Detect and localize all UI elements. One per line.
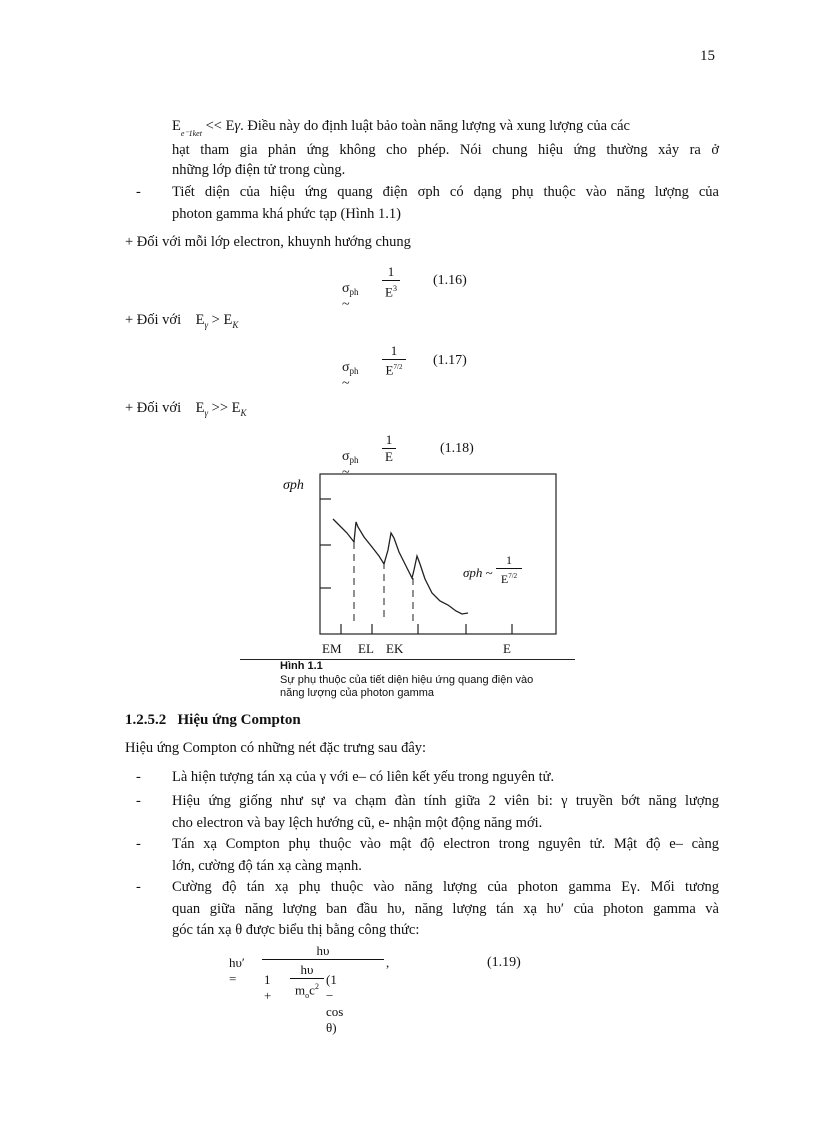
case3-lhs: E [195,400,205,416]
eq119-inner-den-m: m [295,982,306,998]
eq117-sigma-sub: ph [349,366,359,376]
bullet1-line-1: Tiết diện của hiệu ứng quang điện σph có dạng phụ thuộc vào năng lượng của [172,184,719,200]
compton-bullet-2-line-1: Hiệu ứng giống như sự va chạm đàn tính giữa 2 viên bi: γ truyền bớt năng lượng [172,793,719,809]
figure-y-label: σph [283,478,304,493]
inset-num: 1 [506,553,512,567]
eq119-main-fraction [262,943,384,960]
page-number: 15 [700,48,715,64]
eq119-factor: (1 − cos θ) [326,972,344,1035]
bullet-dash: - [136,793,141,809]
eq118-label: (1.18) [440,441,474,456]
figure-caption-line-1: Sự phụ thuộc của tiết diện hiệu ứng quang điện vào [280,674,534,686]
eq119-num: hυ [316,943,330,958]
eq117-num: 1 [390,343,398,358]
eq119-den-one: 1 + [264,972,272,1003]
case2-op: > E [211,312,233,328]
eq116-num: 1 [387,264,395,279]
eq119-inner-den-c: c [309,982,315,998]
intro-rest: . Điều này do định luật bảo toàn năng lượng và xung lượng của các [240,118,630,134]
compton-bullet-2-line-2: cho electron và bay lệch hướng cũ, e- nhận một động năng mới. [172,815,543,831]
compton-intro: Hiệu ứng Compton có những nét đặc trưng sau đây: [125,740,427,756]
x-tick-label-E: E [503,641,511,656]
figure-caption-title: Hình 1.1 [280,660,323,672]
eq119-inner-num: hυ [300,962,314,977]
eq118-tilde: ~ [342,465,350,480]
eq118-sigma: σ [342,449,350,464]
section-title: Hiệu ứng Compton [177,712,301,728]
eq118-den: E [382,448,396,464]
eq119-inner-den-sup: 2 [314,982,319,991]
eq119-inner-fraction [290,962,324,1003]
bullet1-line-2: photon gamma khá phức tạp (Hình 1.1) [172,206,401,222]
compton-bullet-4-line-2: quan giữa năng lượng ban đầu hυ, năng lượng tán xạ hυ′ của photon gamma và [172,901,719,917]
eq119-lhs: hυ′ = [229,955,245,986]
case1-text: + Đối với mỗi lớp electron, khuynh hướng chung [125,234,411,250]
compton-bullet-1-line-1: Là hiện tượng tán xạ của γ với e– có liên kết yếu trong nguyên tử. [172,769,555,785]
inset-den-sup: 7/2 [508,572,518,580]
compton-bullet-3-line-1: Tán xạ Compton phụ thuộc vào mật độ electron trong nguyên tử. Mật độ e– càng [172,836,719,852]
eq118-num: 1 [385,432,393,447]
case2-text: + Đối với [125,312,182,328]
case2-lhs: E [195,312,205,328]
bullet-dash: - [136,879,141,895]
eq116-tilde: ~ [342,297,350,312]
eq116-sigma: σ [342,281,350,296]
eq116-label: (1.16) [433,273,467,288]
bullet-dash: - [136,836,141,852]
eq117-den-sup: 7/2 [393,363,403,371]
eq116-sigma-sub: ph [349,287,359,297]
intro-line-3: những lớp điện tử trong cùng. [172,162,346,178]
x-tick-label-EK: EK [386,641,404,656]
eq118-sigma-sub: ph [349,455,359,465]
section-heading [125,712,301,729]
bullet-dash: - [136,769,141,785]
bullet-dash: - [136,184,141,200]
cross-section-curve [333,519,468,614]
inset-sigma: σph [463,565,483,580]
case3-text: + Đối với [125,400,182,416]
eq116-den: E [385,284,393,300]
x-tick-label-EL: EL [358,641,374,656]
inset-den: E [500,572,509,586]
section-number: 1.2.5.2 [125,712,167,728]
case3-op: >> E [211,400,241,416]
x-tick-label-EM: EM [322,641,342,656]
figure-caption-line-2: năng lượng của photon gamma [280,687,435,699]
eq116-den-sup: 3 [392,284,397,293]
eq117-sigma: σ [342,360,350,375]
case3-rhs-sub: K [240,408,247,418]
compton-bullet-3-line-2: lớn, cường độ tán xạ càng mạnh. [172,858,362,874]
compton-bullet-4-line-3: góc tán xạ θ được biểu thị bằng công thức: [172,922,420,938]
eq117-den: E [385,362,394,378]
compton-bullet-4-line-1: Cường độ tán xạ phụ thuộc vào năng lượng của photon gamma Eγ. Mối tương [172,879,719,895]
case3-lhs-sub: γ [204,408,209,418]
intro-line-2: hạt tham gia phản ứng không cho phép. Nói chung hiệu ứng thường xảy ra ở [172,142,719,158]
eq119-label: (1.19) [487,955,521,970]
case2-rhs-sub: K [232,320,239,330]
intro-symbol-sub: e⁻1ket [180,129,202,138]
intro-symbol-E: E [172,118,181,134]
eq119-inner-den-sub: o [305,990,310,1000]
case2-lhs-sub: γ [204,320,209,330]
inset-tilde: ~ [485,565,493,580]
intro-gamma: γ [234,118,241,134]
eq119-comma: , [386,955,390,970]
intro-lt: << E [205,118,235,134]
eq117-tilde: ~ [342,376,350,391]
eq117-label: (1.17) [433,353,467,368]
